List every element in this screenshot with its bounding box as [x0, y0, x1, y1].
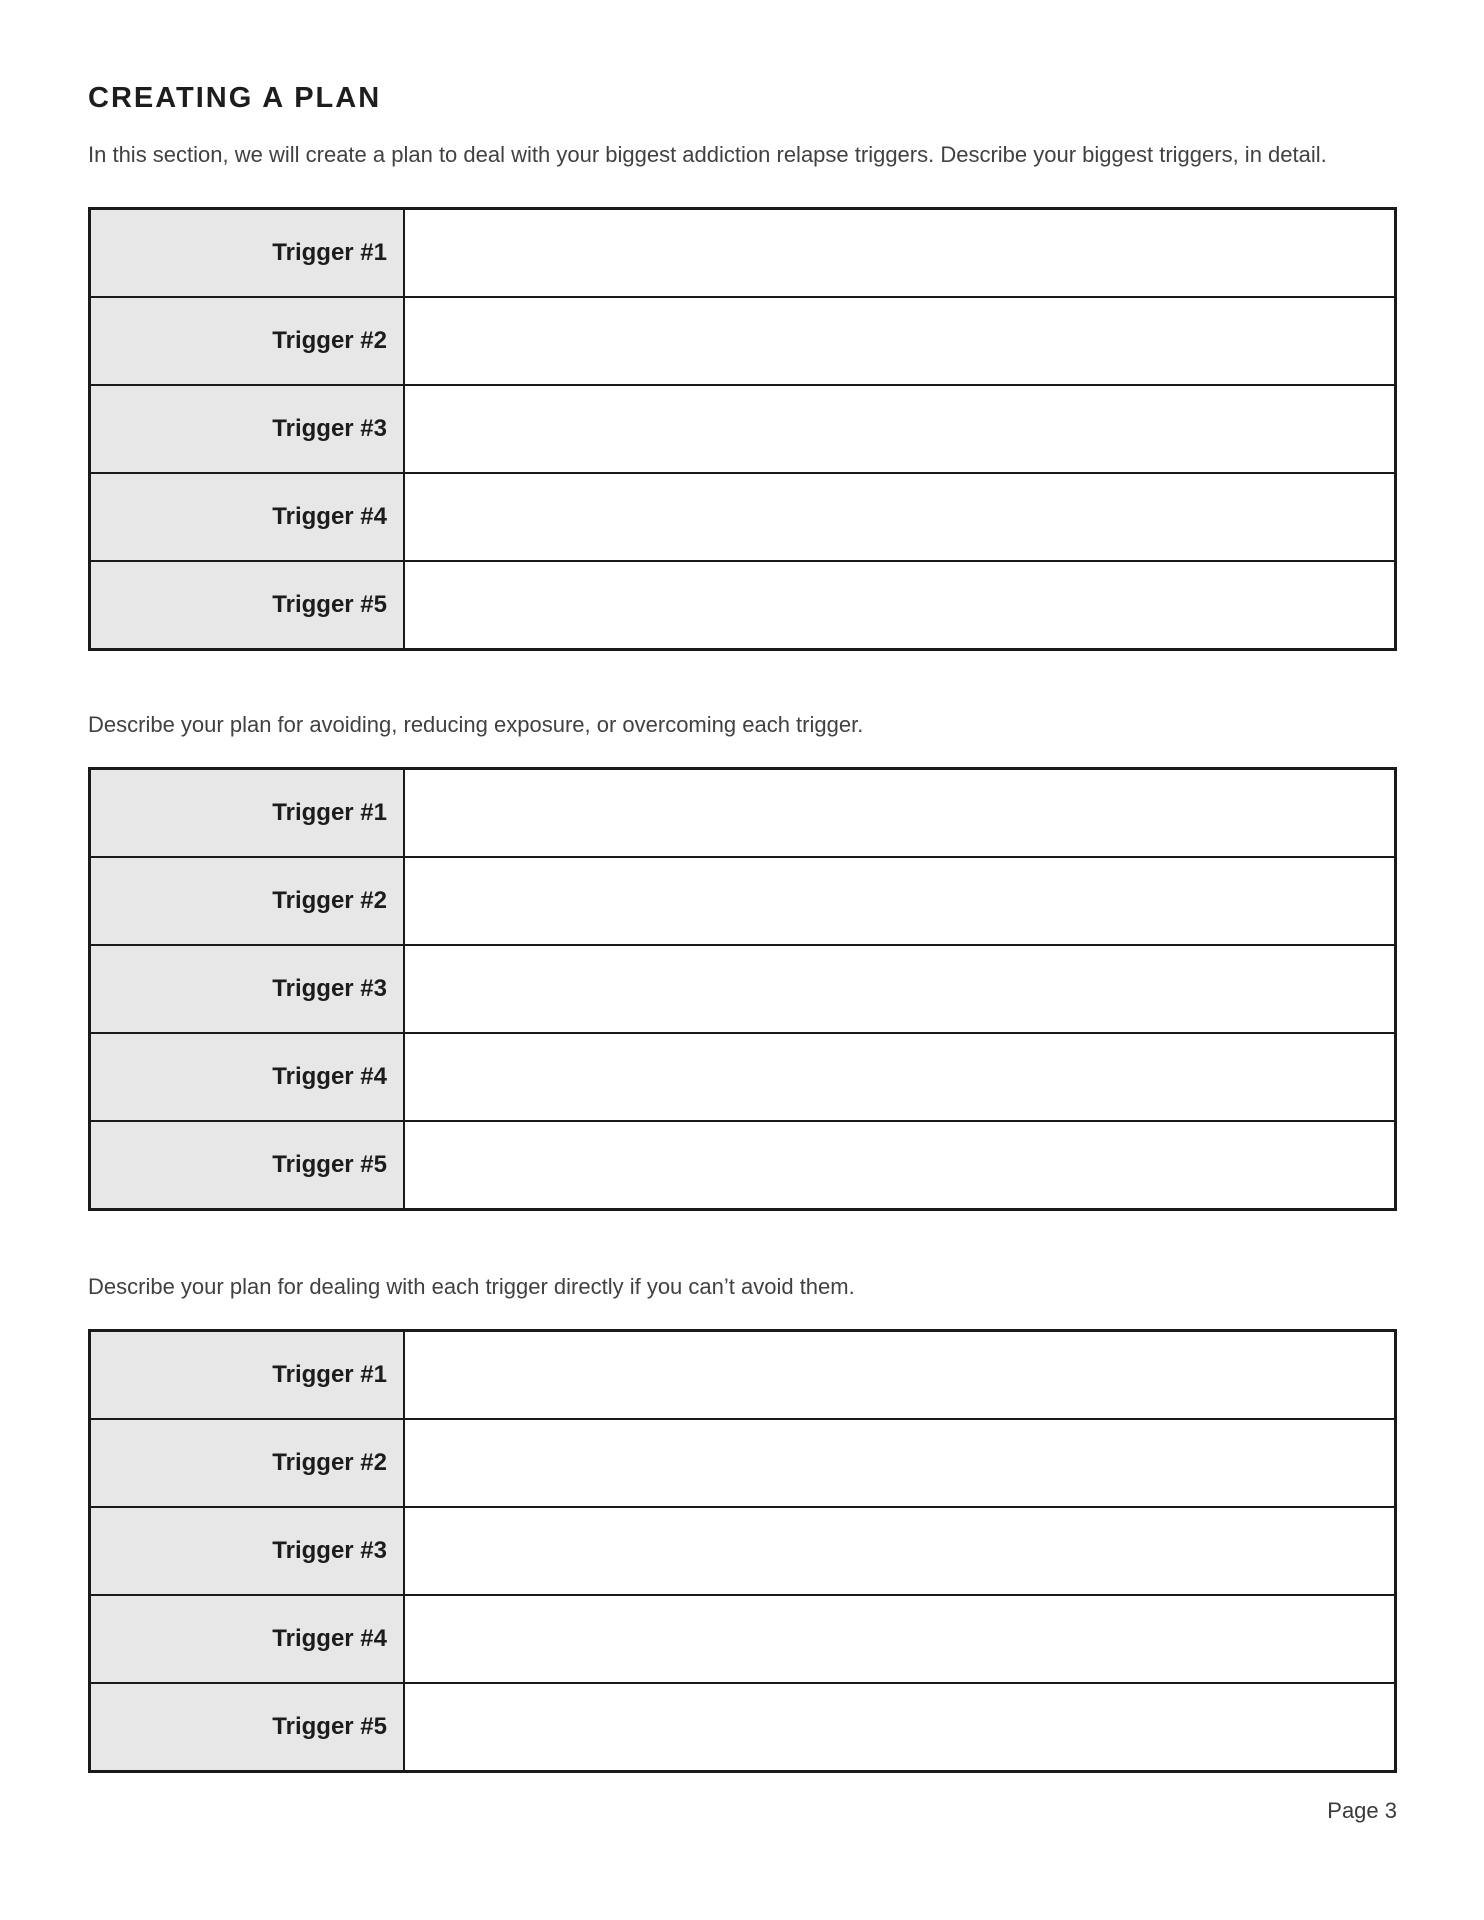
- trigger-answer-cell: [404, 857, 1396, 945]
- trigger-label: Trigger #1: [90, 769, 405, 858]
- table-row: [90, 769, 1396, 858]
- trigger-label: Trigger #4: [90, 1033, 405, 1121]
- avoidance-plan-prompt: Describe your plan for avoiding, reducing exposure, or overcoming each trigger.: [88, 712, 864, 737]
- trigger-answer-cell: [404, 1595, 1396, 1683]
- table-row: [90, 1121, 1396, 1210]
- intro-paragraph: In this section, we will create a plan to deal with your biggest addiction relapse triggers. Describe your biggest triggers, in detail.: [88, 142, 1327, 167]
- trigger-label: Trigger #2: [90, 857, 405, 945]
- page-number: Page 3: [1327, 1798, 1397, 1823]
- table-row: [90, 1331, 1396, 1420]
- trigger-label: Trigger #3: [90, 385, 405, 473]
- trigger-answer-cell: [404, 1507, 1396, 1595]
- table-row: [90, 1419, 1396, 1507]
- trigger-answer-cell: [404, 1419, 1396, 1507]
- trigger-answer-cell: [404, 769, 1396, 858]
- trigger-answer-cell: [404, 945, 1396, 1033]
- trigger-answer-cell: [404, 1331, 1396, 1420]
- trigger-answer-cell: [404, 209, 1396, 298]
- table-row: [90, 385, 1396, 473]
- trigger-label: Trigger #1: [90, 209, 405, 298]
- trigger-label: Trigger #3: [90, 945, 405, 1033]
- table-row: [90, 1507, 1396, 1595]
- table-row: [90, 1595, 1396, 1683]
- trigger-label: Trigger #4: [90, 1595, 405, 1683]
- trigger-label: Trigger #5: [90, 1683, 405, 1772]
- table-row: [90, 1033, 1396, 1121]
- trigger-answer-cell: [404, 1683, 1396, 1772]
- trigger-label: Trigger #2: [90, 297, 405, 385]
- trigger-answer-cell: [404, 473, 1396, 561]
- table-row: [90, 473, 1396, 561]
- table-row: [90, 945, 1396, 1033]
- trigger-label: Trigger #3: [90, 1507, 405, 1595]
- trigger-label: Trigger #4: [90, 473, 405, 561]
- direct-coping-table: [88, 1329, 1397, 1773]
- trigger-answer-cell: [404, 1033, 1396, 1121]
- trigger-answer-cell: [404, 297, 1396, 385]
- table-row: [90, 297, 1396, 385]
- trigger-label: Trigger #5: [90, 1121, 405, 1210]
- table-row: [90, 561, 1396, 650]
- table-row: [90, 209, 1396, 298]
- trigger-answer-cell: [404, 1121, 1396, 1210]
- trigger-label: Trigger #2: [90, 1419, 405, 1507]
- trigger-label: Trigger #5: [90, 561, 405, 650]
- direct-coping-prompt: Describe your plan for dealing with each trigger directly if you can’t avoid them.: [88, 1274, 855, 1299]
- table-row: [90, 857, 1396, 945]
- table-row: [90, 1683, 1396, 1772]
- trigger-answer-cell: [404, 561, 1396, 650]
- trigger-answer-cell: [404, 385, 1396, 473]
- trigger-label: Trigger #1: [90, 1331, 405, 1420]
- avoidance-plan-table: [88, 767, 1397, 1211]
- page-title: CREATING A PLAN: [88, 82, 382, 114]
- biggest-triggers-table: [88, 207, 1397, 651]
